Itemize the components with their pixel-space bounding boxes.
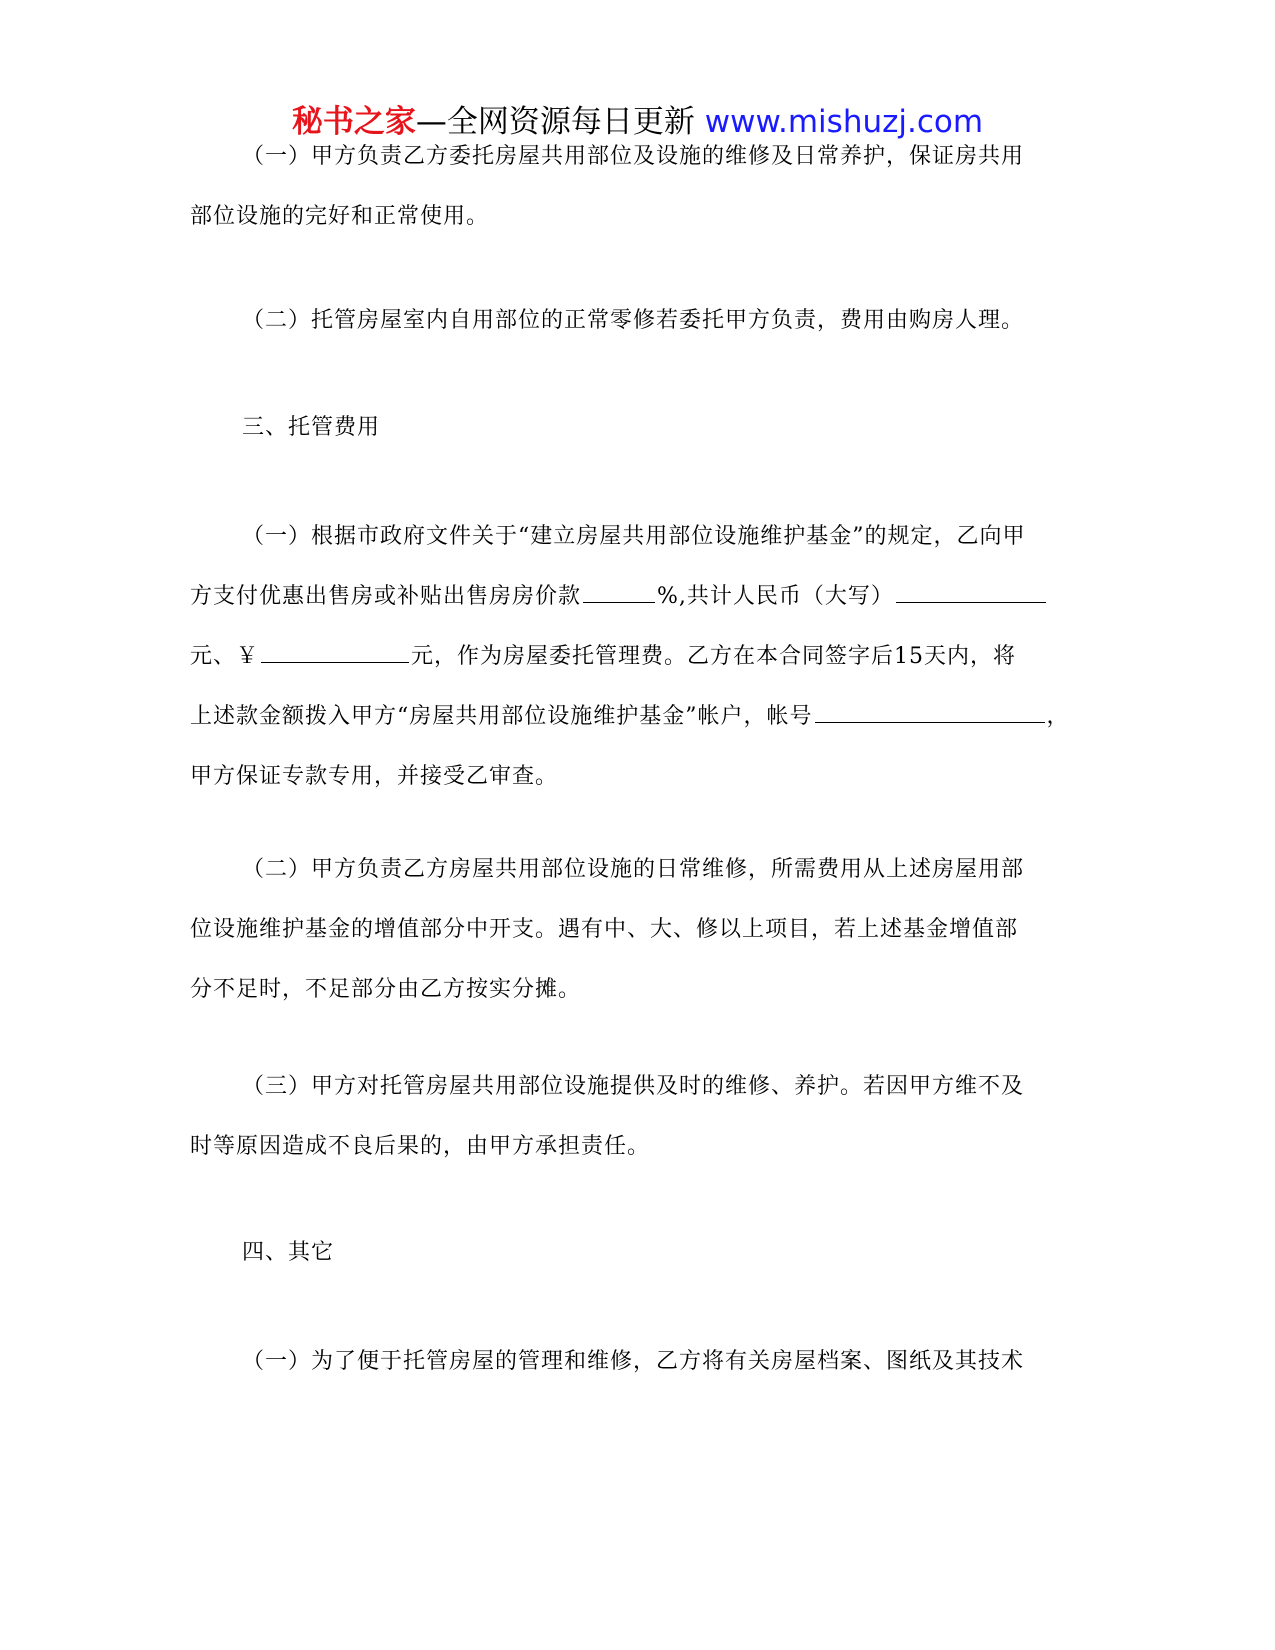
text-line: 位设施维护基金的增值部分中开支。遇有中、大、修以上项目，若上述基金增值部 <box>190 917 1019 942</box>
text-line <box>190 687 1085 747</box>
text-line: （三）甲方对托管房屋共用部位设施提供及时的维修、养护。若因甲方维不及 <box>242 1074 1025 1099</box>
text-line <box>190 627 1085 687</box>
text-line: 甲方保证专款专用，并接受乙审查。 <box>190 764 559 789</box>
section-4-heading <box>190 1223 1085 1283</box>
section-title: 三、托管费用 <box>242 415 381 440</box>
text-segment: %,共计人民币（大写） <box>657 584 894 609</box>
clause-4-1 <box>190 1332 1085 1392</box>
text-line: 分不足时，不足部分由乙方按实分摊。 <box>190 977 582 1002</box>
clause-2-1 <box>190 127 1085 247</box>
text-line: 时等原因造成不良后果的，由甲方承担责任。 <box>190 1134 651 1159</box>
brand-name: 秘书之家 <box>291 104 416 140</box>
text-segment: ， <box>1046 704 1070 729</box>
text-line: （二）托管房屋室内自用部位的正常零修若委托甲方负责，费用由购房人理。 <box>242 308 1025 333</box>
percent-blank-field[interactable] <box>583 580 655 603</box>
account-number-blank-field[interactable] <box>815 700 1045 723</box>
section-3-heading <box>190 398 1085 458</box>
section-title: 四、其它 <box>242 1240 335 1265</box>
clause-3-3 <box>190 1057 1085 1177</box>
text-line <box>190 567 1085 627</box>
text-segment: 元，作为房屋委托管理费。乙方在本合同签字后15天内，将 <box>411 644 1017 669</box>
text-line: （二）甲方负责乙方房屋共用部位设施的日常维修，所需费用从上述房屋用部 <box>242 857 1025 882</box>
amount-in-words-blank-field[interactable] <box>896 580 1046 603</box>
text-line: （一）甲方负责乙方委托房屋共用部位及设施的维修及日常养护，保证房共用 <box>242 144 1025 169</box>
clause-3-2 <box>190 840 1085 1020</box>
text-line: （一）根据市政府文件关于“建立房屋共用部位设施维护基金”的规定，乙向甲 <box>242 524 1026 549</box>
text-segment: 方支付优惠出售房或补贴出售房房价款 <box>190 584 582 609</box>
text-line: 部位设施的完好和正常使用。 <box>190 204 490 229</box>
text-line: （一）为了便于托管房屋的管理和维修，乙方将有关房屋档案、图纸及其技术 <box>242 1349 1025 1374</box>
clause-2-2 <box>190 291 1085 351</box>
clause-3-1 <box>190 507 1085 807</box>
text-segment: 上述款金额拨入甲方“房屋共用部位设施维护基金”帐户，帐号 <box>190 704 813 729</box>
amount-in-figures-blank-field[interactable] <box>261 640 409 663</box>
site-url-link[interactable]: www.mishuzj.com <box>704 104 984 140</box>
header-tagline: —全网资源每日更新 <box>415 104 695 140</box>
text-segment: 元、￥ <box>190 644 260 669</box>
